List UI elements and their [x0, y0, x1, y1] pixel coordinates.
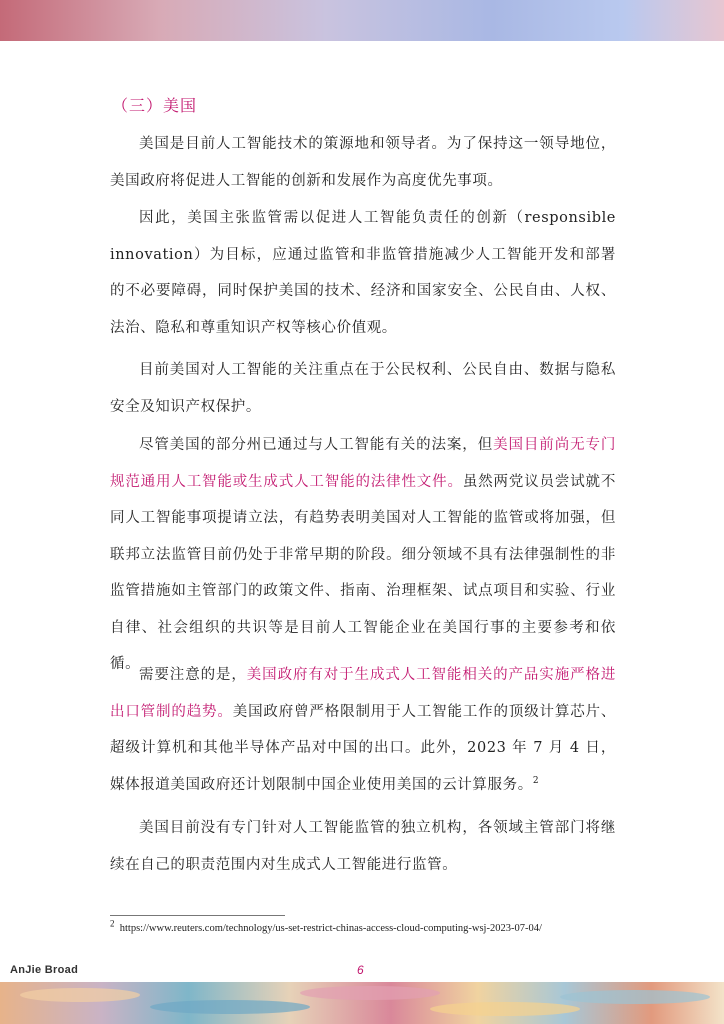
paragraph-4-highlight: 美国目前尚无专门规范通用人工智能或生成式人工智能的法律性文件。 — [110, 437, 616, 490]
paragraph-4-text-a: 尽管美国的部分州已通过与人工智能有关的法案，但 — [139, 437, 494, 453]
footnote-divider — [110, 915, 285, 916]
paragraph-3: 目前美国对人工智能的关注重点在于公民权利、公民自由、数据与隐私安全及知识产权保护。 — [110, 362, 616, 415]
footer-decorative-art — [0, 982, 724, 1024]
page-number: 6 — [357, 963, 364, 977]
brand-logo: AnJie Broad — [10, 964, 79, 976]
footnote-link[interactable]: https://www.reuters.com/technology/us-set-restrict-chinas-access-cloud-computing-wsj-2023-07-04/ — [119, 923, 542, 934]
header-decorative-band — [0, 0, 724, 41]
paragraph-5-highlight: 美国政府有对于生成式人工智能相关的产品实施严格进出口管制的趋势。 — [110, 667, 616, 720]
footnote-reference[interactable]: 2 — [532, 775, 540, 786]
paragraph-5-text-a: 需要注意的是， — [139, 667, 247, 683]
paragraph-2: 因此，美国主张监管需以促进人工智能负责任的创新（responsible innovation）为目标，应通过监管和非监管措施减少人工智能开发和部署的不必要障碍，同时保护美国的技术、经济和国家安全、公民自由、人权、法治、隐私和尊重知识产权等核心价值观。 — [110, 210, 616, 336]
paragraph-5 — [110, 657, 616, 803]
paragraph-5-text-b: 美国政府曾严格限制用于人工智能工作的顶级计算芯片、超级计算机和其他半导体产品对中国的出口。此外，2023 年 7 月 4 日，媒体报道美国政府还计划限制中国企业使用美国的云计算服务。 — [110, 703, 616, 793]
paragraph-1: 美国是目前人工智能技术的策源地和领导者。为了保持这一领导地位，美国政府将促进人工智能的创新和发展作为高度优先事项。 — [110, 136, 616, 189]
footnote-number: 2 — [110, 918, 115, 929]
footnote — [110, 918, 542, 934]
paragraph-6: 美国目前没有专门针对人工智能监管的独立机构，各领域主管部门将继续在自己的职责范围内对生成式人工智能进行监管。 — [110, 820, 616, 873]
section-heading: （三）美国 — [112, 96, 198, 115]
paragraph-4-text-b: 虽然两党议员尝试就不同人工智能事项提请立法，有趋势表明美国对人工智能的监管或将加强，但联邦立法监管目前仍处于非常早期的阶段。细分领域不具有法律强制性的非监管措施如主管部门的政策文件、指南、治理框架、试点项目和实验、行业自律、社会组织的共识等是目前人工智能企业在美国行事的主要参考和依循。 — [110, 473, 616, 672]
paragraph-4 — [110, 427, 616, 683]
